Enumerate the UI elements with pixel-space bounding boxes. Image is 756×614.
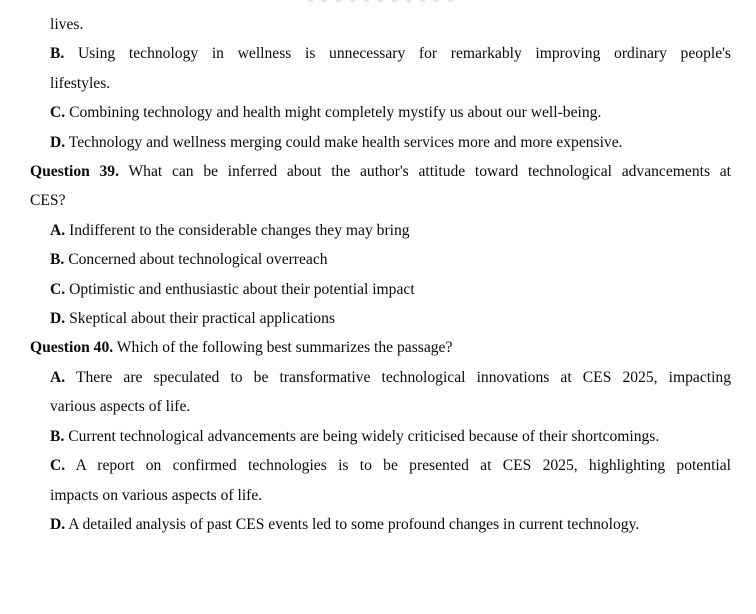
option-line: C. Combining technology and health might completely mystify us about our well-being. — [50, 104, 602, 122]
artifact-dash — [364, 0, 369, 2]
question-number: Question 40. — [30, 339, 114, 357]
option-label: D. — [50, 133, 66, 151]
artifact-dash — [308, 0, 313, 2]
artifact-dash — [392, 0, 397, 2]
artifact-dash — [322, 0, 327, 2]
option-line: B. Concerned about technological overreach — [50, 251, 328, 269]
continuation-line: various aspects of life. — [50, 398, 191, 416]
question-line: Question 39. What can be inferred about the author's attitude toward technological advancements at — [30, 163, 731, 181]
option-line: D. Skeptical about their practical applications — [50, 310, 335, 328]
option-label: B. — [50, 251, 65, 269]
artifact-dash — [448, 0, 453, 2]
exam-text-block — [0, 10, 756, 539]
continuation-line: lifestyles. — [50, 74, 111, 92]
option-line: A. Indifferent to the considerable changes they may bring — [50, 221, 410, 239]
option-label: C. — [50, 104, 66, 122]
option-line: D. Technology and wellness merging could make health services more and more expensive. — [50, 133, 623, 151]
artifact-dash — [406, 0, 411, 2]
question-number: Question 39. — [30, 163, 120, 181]
option-line: A. There are speculated to be transformative technological innovations at CES 2025, impacting — [50, 368, 731, 386]
option-label: A. — [50, 221, 66, 239]
question-line: Question 40. Which of the following best summarizes the passage? — [30, 339, 453, 357]
option-line: B. Using technology in wellness is unnecessary for remarkably improving ordinary people's — [50, 45, 731, 63]
artifact-dash — [378, 0, 383, 2]
option-label: C. — [50, 280, 66, 298]
option-label: D. — [50, 310, 66, 328]
option-label: A. — [50, 368, 66, 386]
continuation-line: CES? — [30, 192, 66, 210]
artifact-dash — [434, 0, 439, 2]
option-line: C. A report on confirmed technologies is to be presented at CES 2025, highlighting potential — [50, 457, 731, 475]
option-line: B. Current technological advancements are being widely criticised because of their shortcomings. — [50, 427, 660, 445]
option-line: C. Optimistic and enthusiastic about their potential impact — [50, 280, 415, 298]
option-label: B. — [50, 427, 65, 445]
continuation-line: lives. — [50, 16, 84, 33]
cutoff-text-artifact — [308, 0, 462, 3]
option-label: C. — [50, 457, 66, 475]
option-line: D. A detailed analysis of past CES events led to some profound changes in current technology. — [50, 515, 640, 533]
option-label: D. — [50, 515, 66, 533]
artifact-dash — [336, 0, 341, 2]
continuation-line: impacts on various aspects of life. — [50, 486, 263, 504]
artifact-dash — [350, 0, 355, 2]
option-label: B. — [50, 45, 65, 63]
artifact-dash — [420, 0, 425, 2]
